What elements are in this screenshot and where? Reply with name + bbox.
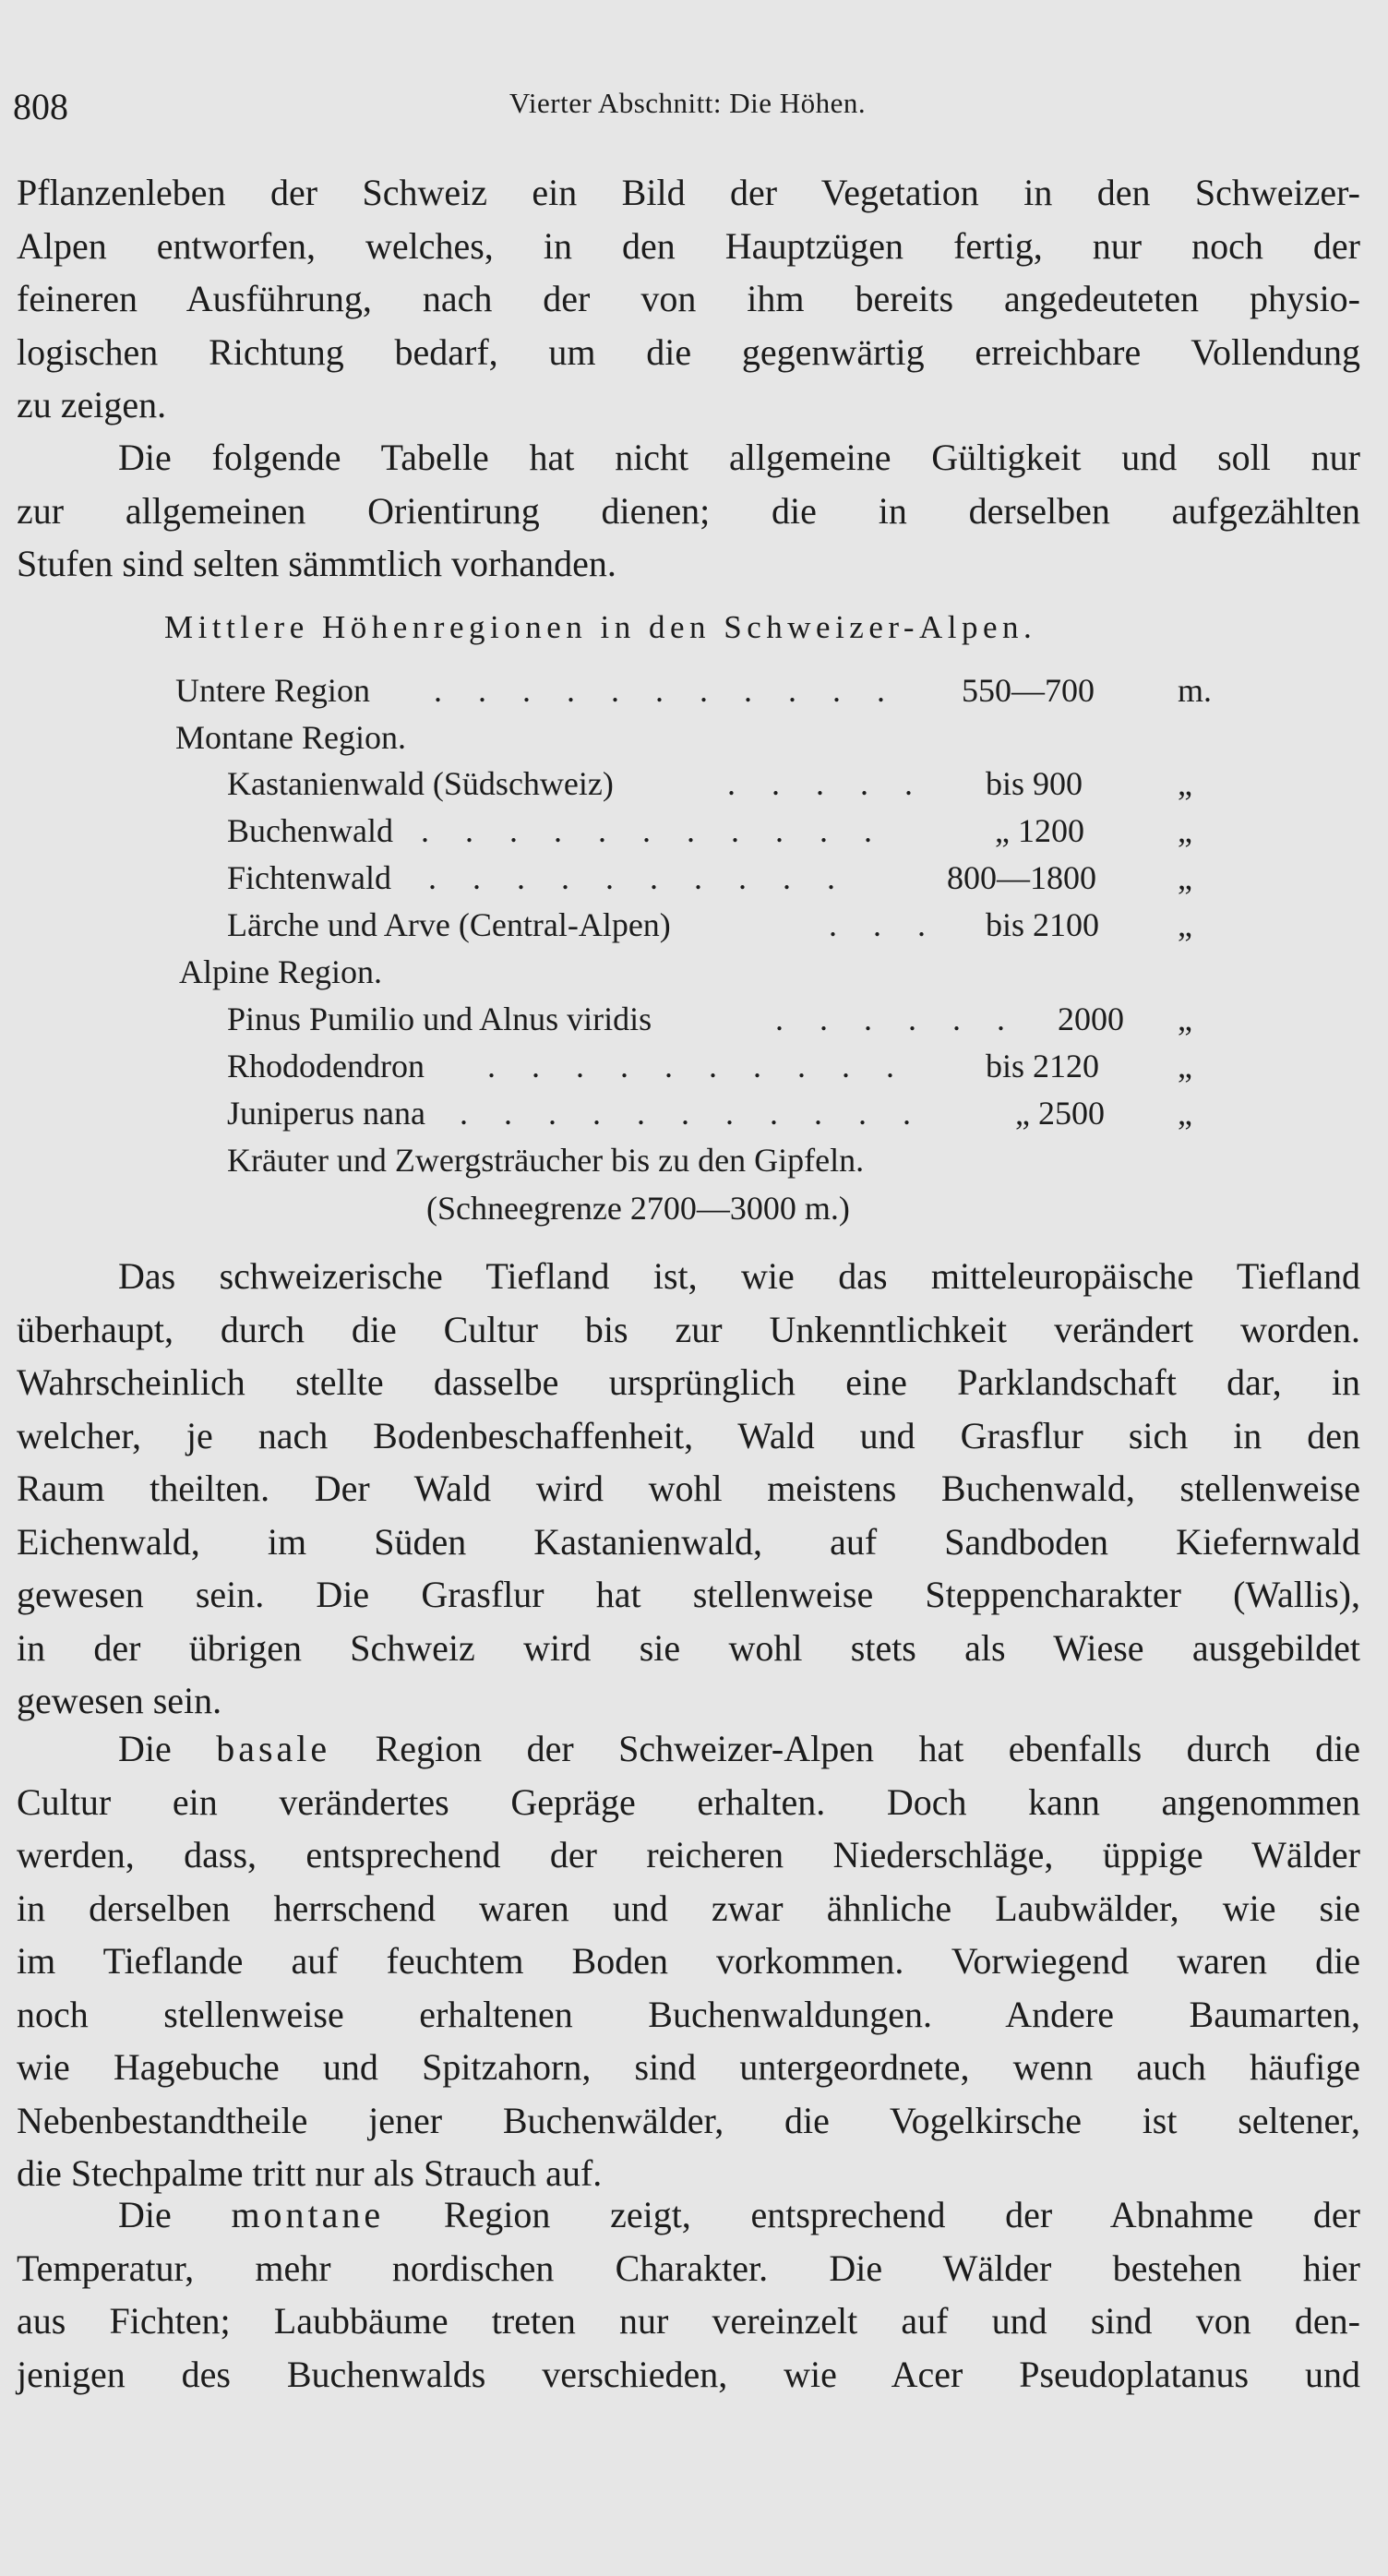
text-line: Raum theilten. Der Wald wird wohl meistens Buchenwald, stellenweise — [17, 1468, 1360, 1509]
text-line: logischen Richtung bedarf, um die gegenwärtig erreichbare Vollendung — [17, 330, 1360, 373]
spaced-term-basale: basale — [216, 1728, 331, 1769]
row-leader: . . . . . — [727, 765, 927, 802]
row-leader: . . . . . . . . . . . — [434, 672, 899, 709]
table-row — [17, 1141, 1216, 1187]
text-line: Das schweizerische Tiefland ist, wie das mitteleuropäische Tiefland — [118, 1255, 1360, 1297]
row-value: „ 1200 — [995, 812, 1084, 849]
text-line: Pflanzenleben der Schweiz ein Bild der Vegetation in den Schweizer- — [17, 172, 1360, 213]
row-label: Kastanienwald (Südschweiz) — [227, 765, 614, 802]
text-line: aus Fichten; Laubbäume treten nur vereinzelt auf und sind von den- — [17, 2300, 1360, 2342]
paragraph-1 — [17, 166, 1360, 432]
table-row — [17, 953, 1216, 999]
row-leader: . . . . . . . . . . — [428, 859, 849, 896]
text-line: wie Hagebuche und Spitzahorn, sind untergeordnete, wenn auch häufige — [17, 2046, 1360, 2088]
row-label: Buchenwald — [227, 812, 393, 849]
row-unit: „ — [1178, 812, 1192, 849]
row-label: Montane Region. — [175, 719, 406, 756]
row-label: Fichtenwald — [227, 859, 391, 896]
text-line: welcher, je nach Bodenbeschaffenheit, Wald und Grasflur sich in den — [17, 1414, 1360, 1456]
text-line: Die folgende Tabelle hat nicht allgemeine Gültigkeit und soll nur — [118, 437, 1360, 478]
row-unit: „ — [1178, 859, 1192, 896]
table-row — [17, 764, 1216, 810]
table-row — [17, 1189, 1216, 1235]
paragraph-4 — [17, 1722, 1360, 2200]
text-line: feineren Ausführung, nach der von ihm bereits angedeuteten physio- — [17, 278, 1360, 319]
page-header — [13, 85, 1362, 137]
text-line: noch stellenweise erhaltenen Buchenwaldungen. Andere Baumarten, — [17, 1993, 1360, 2035]
row-unit: m. — [1178, 672, 1213, 709]
text-line: in der übrigen Schweiz wird sie wohl stets als Wiese ausgebildet — [17, 1626, 1360, 1669]
text-line: Nebenbestandtheile jener Buchenwälder, die Vogelkirsche ist seltener, — [17, 2099, 1360, 2141]
text-line — [17, 1722, 1360, 1776]
row-value: 800—1800 — [947, 859, 1096, 896]
text-line: jenigen des Buchenwalds verschieden, wie Acer Pseudoplatanus und — [17, 2353, 1360, 2395]
row-value: bis 2100 — [986, 906, 1100, 943]
text-line: gewesen sein. Die Grasflur hat stellenweise Steppencharakter (Wallis), — [17, 1574, 1360, 1615]
text-line — [17, 2188, 1360, 2242]
paragraph-2 — [17, 431, 1360, 591]
row-value: 550—700 — [962, 672, 1095, 709]
row-label: Kräuter und Zwergsträucher bis zu den Gipfeln. — [227, 1142, 865, 1179]
text-line: Alpen entworfen, welches, in den Hauptzügen fertig, nur noch der — [17, 224, 1360, 267]
text-line: überhaupt, durch die Cultur bis zur Unkenntlichkeit verändert worden. — [17, 1308, 1360, 1350]
text-line: zu zeigen. — [17, 384, 167, 425]
row-leader: . . . . . . — [775, 1000, 1019, 1037]
table-row — [17, 718, 1216, 764]
row-unit: „ — [1178, 1095, 1192, 1132]
text-line: im Tieflande auf feuchtem Boden vorkommen. Vorwiegend waren die — [17, 1940, 1360, 1982]
row-value: „ 2500 — [1015, 1095, 1105, 1132]
row-label: Alpine Region. — [179, 953, 382, 990]
row-leader: . . . — [829, 906, 939, 943]
running-title: Vierter Abschnitt: Die Höhen. — [509, 87, 867, 119]
row-label: (Schneegrenze 2700—3000 m.) — [426, 1190, 850, 1227]
table-row — [17, 858, 1216, 905]
text-line: in derselben herrschend waren und zwar ähnliche Laubwälder, wie sie — [17, 1887, 1360, 1929]
row-leader: . . . . . . . . . . . — [460, 1095, 925, 1132]
text-run: Region der Schweizer-Alpen hat ebenfalls durch die — [330, 1728, 1360, 1769]
text-line: Cultur ein verändertes Gepräge erhalten. Doch kann angenommen — [17, 1780, 1360, 1823]
text-line: die Stechpalme tritt nur als Strauch auf. — [17, 2152, 603, 2194]
table-row — [17, 905, 1216, 952]
table-title: Mittlere Höhenregionen in den Schweizer-Alpen. — [164, 609, 1037, 645]
paragraph-5 — [17, 2188, 1360, 2401]
table-row — [17, 1000, 1216, 1046]
text-run: Region zeigt, entsprechend der Abnahme der — [384, 2194, 1360, 2235]
text-line: Wahrscheinlich stellte dasselbe ursprünglich eine Parklandschaft dar, in — [17, 1361, 1360, 1403]
text-line: zur allgemeinen Orientirung dienen; die in derselben aufgezählten — [17, 489, 1360, 532]
row-label: Juniperus nana — [227, 1095, 425, 1132]
row-value: 2000 — [1058, 1000, 1124, 1037]
row-unit: „ — [1178, 765, 1192, 802]
text-line: werden, dass, entsprechend der reicheren Niederschläge, üppige Wälder — [17, 1834, 1360, 1875]
table-row — [17, 671, 1216, 717]
table-row — [17, 1094, 1216, 1140]
text-line: Stufen sind selten sämmtlich vorhanden. — [17, 543, 616, 584]
row-value: bis 2120 — [986, 1048, 1100, 1084]
text-run: Die — [118, 2194, 232, 2235]
table-row — [17, 811, 1216, 857]
text-line: Eichenwald, im Süden Kastanienwald, auf Sandboden Kiefernwald — [17, 1520, 1360, 1563]
row-leader: . . . . . . . . . . . — [421, 812, 886, 849]
row-leader: . . . . . . . . . . — [487, 1048, 908, 1084]
text-line: gewesen sein. — [17, 1680, 222, 1721]
row-value: bis 900 — [986, 765, 1083, 802]
text-line: Temperatur, mehr nordischen Charakter. Die Wälder bestehen hier — [17, 2247, 1360, 2289]
page-number: 808 — [13, 86, 68, 127]
row-label: Pinus Pumilio und Alnus viridis — [227, 1000, 652, 1037]
row-unit: „ — [1178, 1048, 1192, 1084]
paragraph-3 — [17, 1250, 1360, 1728]
row-label: Rhododendron — [227, 1048, 425, 1084]
row-label: Untere Region — [175, 672, 370, 709]
row-unit: „ — [1178, 906, 1192, 943]
text-run: Die — [118, 1728, 217, 1769]
row-label: Lärche und Arve (Central-Alpen) — [227, 906, 671, 943]
row-unit: „ — [1178, 1000, 1192, 1037]
spaced-term-montane: montane — [231, 2194, 385, 2235]
table-row — [17, 1047, 1216, 1093]
